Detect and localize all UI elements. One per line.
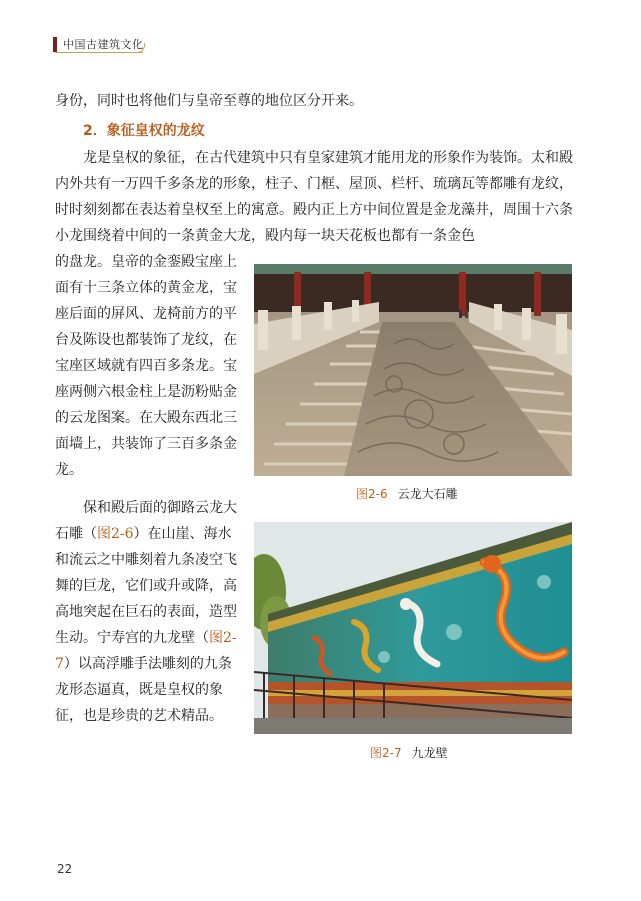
paragraph-continuation: 身份，同时也将他们与皇帝至尊的地位区分开来。 [55,93,363,109]
figure-reference-2-7[interactable]: 图2-7 [55,630,237,672]
text-run: 保和殿后面的御路云龙大石雕（ [55,500,237,542]
figure-number: 图2-7 [370,746,402,760]
paragraph-dragon-intro: 龙是皇权的象征，在古代建筑中只有皇家建筑才能用龙的形象作为装饰。太和殿内外共有一万四千多条龙的形象，柱子、门框、屋顶、栏杆、琉璃瓦等都雕有龙纹，时时刻刻都在表达着皇权至上的寓意。殿内正上方中间位置是金龙藻井，周围十六条小龙围绕着中间的一条黄金大龙，殿内每一块天花板也都有一条金色 [55,150,573,244]
running-header [53,36,144,52]
figure-caption-2-7 [370,744,448,761]
figure-title: 云龙大石雕 [397,487,458,501]
header-title: 中国古建筑文化 [63,38,144,51]
figure-caption-2-6 [356,485,458,502]
figure-title: 九龙壁 [411,746,448,760]
header-marker [53,37,57,52]
figure-reference-2-6[interactable]: 图2-6 [97,526,134,542]
header-rule [55,52,143,53]
paragraph-dragon-throne: 的盘龙。皇帝的金銮殿宝座上面有十三条立体的黄金龙，宝座后面的屏风、龙椅前方的平台及陈设也都装饰了龙纹，在宝座区域就有四百多条龙。宝座两侧六根金柱上是沥粉贴金的云龙图案。在大殿东西北三面墙上，共装饰了三百多条金龙。 [55,254,237,478]
figure-stone-carving-photo [254,264,572,476]
stone-ramp-illustration [254,264,572,476]
text-run: ）以高浮雕手法雕刻的九条龙形态逼真，既是皇权的象征，也是珍贵的艺术精品。 [55,656,232,724]
text-run: ）在山崖、海水和流云之中雕刻着九条凌空飞舞的巨龙，它们或升或降，高高地突起在巨石的表面，造型生动。宁寿宫的九龙壁（ [55,526,237,646]
section-heading: 2．象征皇权的龙纹 [83,123,205,139]
paragraph-stone-carving [55,495,241,729]
nine-dragon-wall-illustration [254,522,572,734]
page-number: 22 [57,862,73,876]
figure-nine-dragon-wall-photo [254,522,572,734]
figure-number: 图2-6 [356,487,388,501]
